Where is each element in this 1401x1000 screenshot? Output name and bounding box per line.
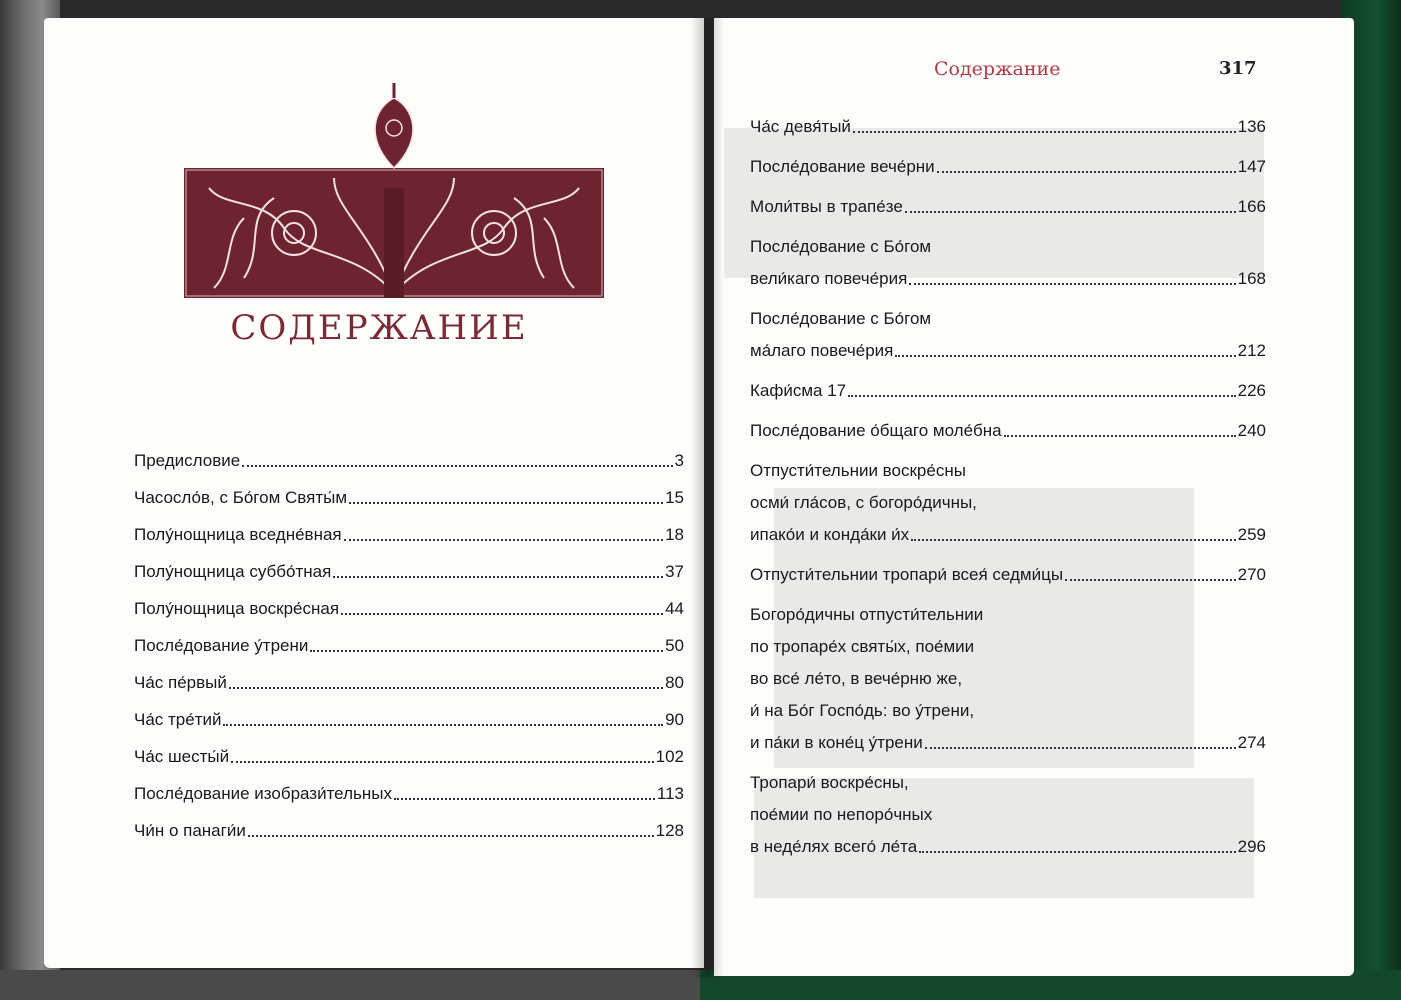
- leader-dots: [895, 355, 1235, 357]
- toc-entry: [750, 602, 1266, 756]
- contents-heading: СОДЕРЖАНИЕ: [230, 308, 528, 348]
- toc-entry-title: Моли́твы в трапе́зе: [750, 197, 903, 216]
- toc-page-number: 168: [1237, 269, 1266, 288]
- toc-entry-title: Полу́нощница воскре́сная: [134, 599, 340, 618]
- toc-entry-title-line: и́ на Бо́г Госпо́дь: во у́трени,: [750, 701, 975, 720]
- toc-page-number: 50: [665, 636, 684, 655]
- toc-page-number: 136: [1237, 117, 1266, 136]
- toc-entry-title: Полу́нощница вседне́вная: [134, 525, 342, 544]
- leader-dots: [310, 650, 663, 652]
- toc-entry-title: После́дование вече́рни: [750, 157, 935, 176]
- toc-entry-title-line: во все́ ле́то, в вече́рню же,: [750, 669, 963, 688]
- toc-page-number: 80: [665, 673, 684, 692]
- toc-entry: [134, 522, 684, 548]
- leader-dots: [344, 539, 663, 541]
- toc-page-number: 3: [674, 451, 684, 470]
- toc-page-number: 147: [1237, 157, 1266, 176]
- leader-dots: [919, 851, 1235, 853]
- toc-page-number: 274: [1237, 733, 1266, 752]
- toc-entry: [134, 559, 684, 585]
- leader-dots: [853, 131, 1236, 133]
- leader-dots: [1065, 579, 1236, 581]
- leader-dots: [229, 687, 663, 689]
- toc-entry: [134, 744, 684, 770]
- toc-entry: [134, 485, 684, 511]
- toc-page-number: 166: [1237, 197, 1266, 216]
- toc-entry: [750, 114, 1266, 140]
- toc-entry-title-line: После́дование с Бо́гом: [750, 237, 932, 256]
- left-page: [44, 18, 704, 968]
- toc-entry-title: вели́каго повече́рия: [750, 269, 908, 288]
- leader-dots: [394, 798, 655, 800]
- book-gutter: [690, 18, 724, 978]
- toc-entry: [750, 378, 1266, 404]
- toc-entry: [750, 154, 1266, 180]
- toc-entry-title: Отпусти́тельнии тропари́ всея́ седми́цы: [750, 565, 1064, 584]
- toc-entry: [134, 670, 684, 696]
- leader-dots: [848, 395, 1236, 397]
- leader-dots: [1004, 435, 1236, 437]
- toc-entry-title: После́дование у́трени: [134, 636, 309, 655]
- toc-entry-title-line: по тропаре́х святы́х, пое́мии: [750, 637, 975, 656]
- toc-entry-title: Ча́с шесты́й: [134, 747, 230, 766]
- toc-entry-title: После́дование о́бщаго моле́бна: [750, 421, 1002, 440]
- toc-entry: [134, 596, 684, 622]
- toc-page-number: 270: [1237, 565, 1266, 584]
- leader-dots: [248, 835, 654, 837]
- leader-dots: [341, 613, 663, 615]
- toc-left: [134, 448, 684, 855]
- toc-page-number: 212: [1237, 341, 1266, 360]
- toc-entry: [750, 562, 1266, 588]
- leader-dots: [242, 465, 672, 467]
- leader-dots: [911, 539, 1235, 541]
- toc-entry-title: После́дование изобрази́тельных: [134, 784, 392, 803]
- leader-dots: [925, 747, 1236, 749]
- toc-entry-title-line: осми́ гла́сов, с богоро́дичны,: [750, 493, 977, 512]
- toc-entry-title: и па́ки в коне́ц у́трени: [750, 733, 923, 752]
- toc-right: [750, 114, 1266, 874]
- toc-page-number: 259: [1237, 525, 1266, 544]
- toc-page-number: 240: [1237, 421, 1266, 440]
- toc-entry: [750, 418, 1266, 444]
- toc-entry: [750, 194, 1266, 220]
- toc-entry-title: Чи́н о панаги́и: [134, 821, 246, 840]
- leader-dots: [909, 283, 1235, 285]
- toc-page-number: 226: [1237, 381, 1266, 400]
- toc-entry-title: Ча́с пе́рвый: [134, 673, 227, 692]
- page-number: 317: [1219, 58, 1257, 79]
- leader-dots: [333, 576, 663, 578]
- book-cover-bottom-left: [0, 970, 700, 1000]
- toc-page-number: 128: [655, 821, 684, 840]
- toc-entry: [134, 707, 684, 733]
- leader-dots: [937, 171, 1236, 173]
- toc-entry: [134, 818, 684, 844]
- toc-page-number: 90: [665, 710, 684, 729]
- toc-entry-title: ма́лаго повече́рия: [750, 341, 894, 360]
- toc-entry-title: Кафи́сма 17: [750, 381, 847, 400]
- toc-entry-title-line: После́дование с Бо́гом: [750, 309, 932, 328]
- right-page: [714, 18, 1354, 976]
- toc-page-number: 44: [665, 599, 684, 618]
- toc-entry: [134, 633, 684, 659]
- toc-entry-title-line: Богоро́дичны отпусти́тельнии: [750, 605, 984, 624]
- leader-dots: [223, 724, 663, 726]
- toc-entry: [134, 448, 684, 474]
- toc-entry-title: в неде́лях всего́ ле́та: [750, 837, 918, 856]
- leader-dots: [905, 211, 1236, 213]
- toc-entry-title: ипако́и и конда́ки и́х: [750, 525, 910, 544]
- toc-entry: [750, 458, 1266, 548]
- toc-entry-title-line: пое́мии по непоро́чных: [750, 805, 933, 824]
- toc-entry-title: Ча́с девя́тый: [750, 117, 851, 136]
- leader-dots: [349, 502, 663, 504]
- toc-page-number: 113: [656, 784, 684, 803]
- toc-entry: [134, 781, 684, 807]
- ornamental-headpiece: [184, 78, 604, 298]
- toc-page-number: 102: [655, 747, 684, 766]
- toc-entry-title-line: Тропари́ воскре́сны,: [750, 773, 909, 792]
- toc-entry-title: Ча́с тре́тий: [134, 710, 222, 729]
- toc-entry-title-line: Отпусти́тельнии воскре́сны: [750, 461, 966, 480]
- toc-entry-title: Полу́нощница суббо́тная: [134, 562, 332, 581]
- toc-entry: [750, 234, 1266, 292]
- running-header-title: Содержание: [934, 58, 1061, 80]
- toc-entry: [750, 306, 1266, 364]
- toc-page-number: 296: [1237, 837, 1266, 856]
- toc-page-number: 37: [665, 562, 684, 581]
- toc-page-number: 15: [665, 488, 684, 507]
- leader-dots: [231, 761, 654, 763]
- toc-entry-title: Предисловие: [134, 451, 241, 470]
- toc-entry: [750, 770, 1266, 860]
- toc-entry-title: Часосло́в, с Бо́гом Святы́м: [134, 488, 348, 507]
- toc-page-number: 18: [665, 525, 684, 544]
